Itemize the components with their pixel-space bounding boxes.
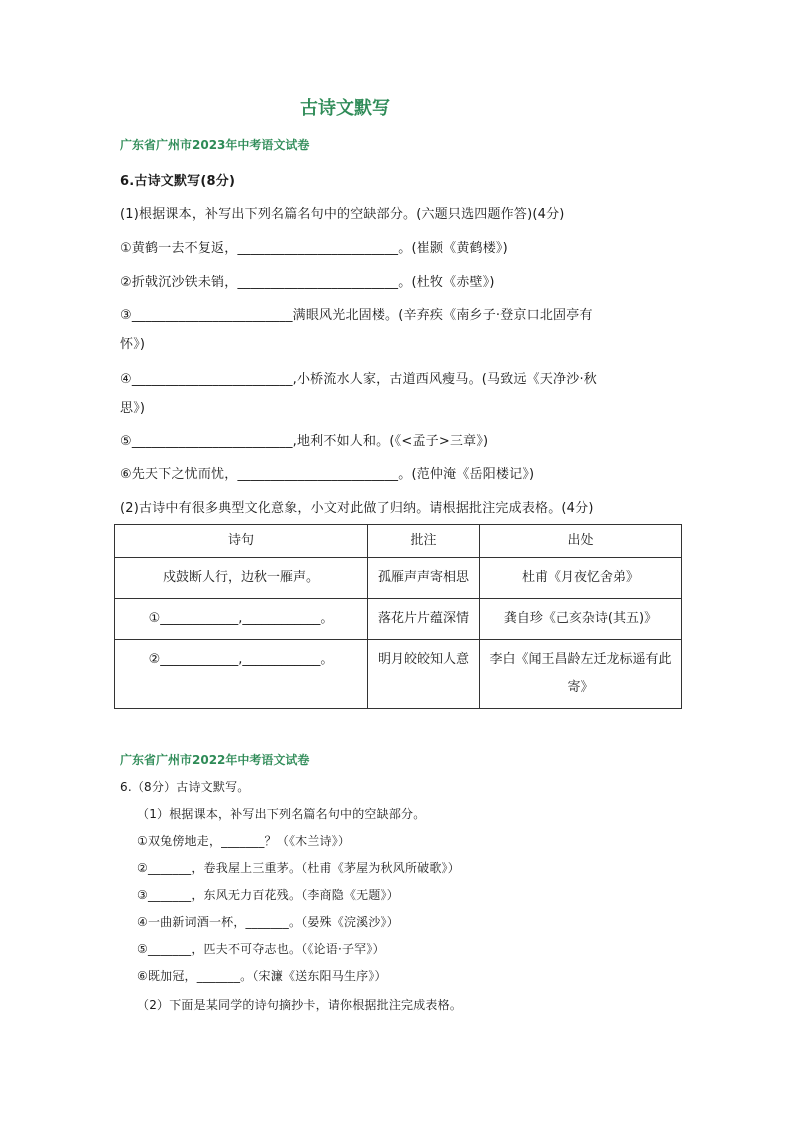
table-header-row [115,525,682,558]
fill-item-2: ②折戟沉沙铁未销，________________________。(杜牧《赤壁》) [120,275,495,290]
fill-item-2022-5: ⑤_______，匹夫不可夺志也。（《论语·子罕》） [137,942,385,956]
fill-item-4-cont: 思》) [120,401,146,416]
fill-item-2022-3: ③_______，东风无力百花残。（李商隐《无题》） [137,888,399,902]
table-cell-note: 明月皎皎知人意 [368,640,480,709]
poem-table [114,524,682,709]
page-title: 古诗文默写 [300,98,390,119]
fill-item-2022-6: ⑥既加冠，_______。（宋濂《送东阳马生序》） [137,969,387,983]
table-row [115,640,682,709]
table-cell-source: 李白《闻王昌龄左迁龙标遥有此寄》 [480,640,682,709]
table-header-note: 批注 [368,525,480,558]
table-row [115,599,682,640]
question-heading-2023: 6.古诗文默写(8分) [120,174,236,189]
part1-instruction-2022: （1）根据课本，补写出下列名篇名句中的空缺部分。 [137,807,426,821]
table-cell-source: 龚自珍《己亥杂诗(其五)》 [480,599,682,640]
table-cell-source: 杜甫《月夜忆舍弟》 [480,558,682,599]
fill-item-1: ①黄鹤一去不复返，________________________。(崔颢《黄鹤楼》) [120,241,508,256]
table-cell-verse: ②____________,____________。 [115,640,368,709]
table-row [115,558,682,599]
table-cell-note: 落花片片蕴深情 [368,599,480,640]
fill-item-6: ⑥先天下之忧而忧，________________________。(范仲淹《岳阳楼记》) [120,467,535,482]
exam-source-2022: 广东省广州市2022年中考语文试卷 [120,753,310,767]
table-cell-note: 孤雁声声寄相思 [368,558,480,599]
part2-instruction-2022: （2）下面是某同学的诗句摘抄卡，请你根据批注完成表格。 [137,998,463,1012]
fill-item-3-cont: 怀》) [120,337,146,352]
fill-item-2022-1: ①双兔傍地走，_______？（《木兰诗》） [137,834,351,848]
fill-item-2022-2: ②_______，卷我屋上三重茅。（杜甫《茅屋为秋风所破歌》） [137,861,460,875]
table-header-source: 出处 [480,525,682,558]
exam-source-2023: 广东省广州市2023年中考语文试卷 [120,138,310,152]
table-header-verse: 诗句 [115,525,368,558]
fill-item-5: ⑤________________________,地利不如人和。(《<孟子>三章》) [120,434,489,449]
table-cell-verse: ①____________,____________。 [115,599,368,640]
part1-instruction-2023: (1)根据课本，补写出下列名篇名句中的空缺部分。(六题只选四题作答)(4分) [120,207,565,222]
fill-item-3: ③________________________满眼风光北固楼。(辛弃疾《南乡子·登京口北固亭有 [120,308,593,323]
part2-instruction-2023: (2)古诗中有很多典型文化意象，小文对此做了归纳。请根据批注完成表格。(4分) [120,501,594,516]
fill-item-2022-4: ④一曲新词酒一杯，_______。（晏殊《浣溪沙》） [137,915,399,929]
table-cell-verse: 戍鼓断人行，边秋一雁声。 [115,558,368,599]
fill-item-4: ④________________________,小桥流水人家，古道西风瘦马。(马致远《天净沙·秋 [120,372,597,387]
question-heading-2022: 6.（8分）古诗文默写。 [120,780,250,794]
